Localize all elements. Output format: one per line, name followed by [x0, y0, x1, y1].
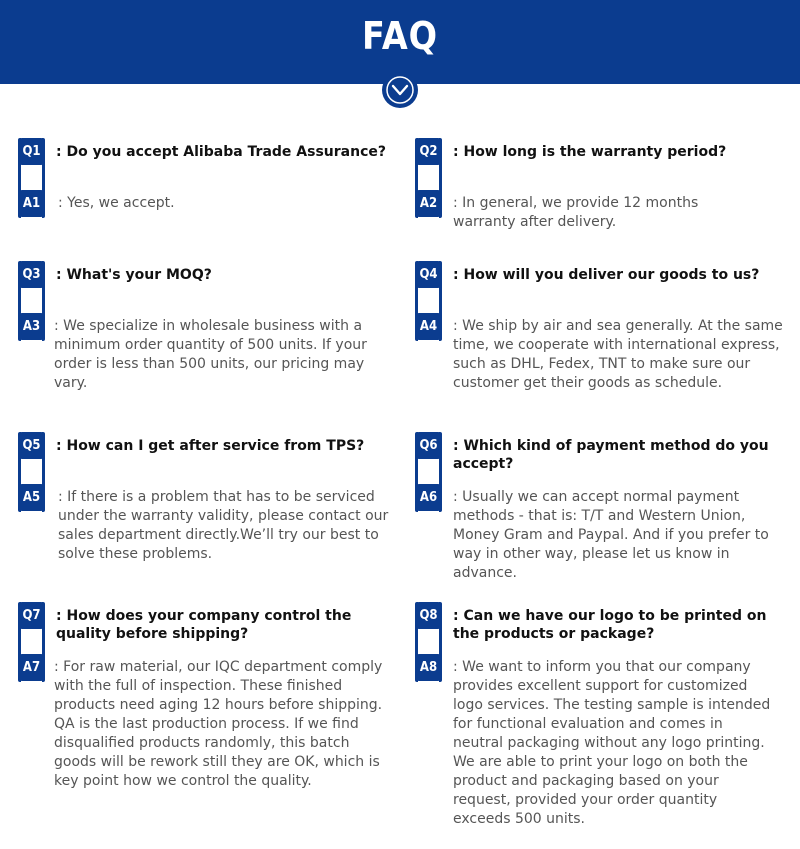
answer-badge: A6 — [415, 484, 442, 511]
question-text: : Do you accept Alibaba Trade Assurance? — [56, 144, 386, 160]
answer-badge: A2 — [415, 190, 442, 217]
answer-badge: A7 — [18, 654, 45, 681]
question-text: : How does your company control the quality before shipping? — [56, 608, 352, 642]
answer-text: : If there is a problem that has to be serviced under the warranty validity, please contact our sales department directly.We’ll try our best to solve these problems. — [58, 489, 389, 562]
question-text: : What's your MOQ? — [56, 267, 212, 283]
answer-badge: A4 — [415, 313, 442, 340]
page-title: FAQ — [362, 14, 438, 58]
answer-text: : Usually we can accept normal payment methods - that is: T/T and Western Union, Money Gram and Paypal. And if you prefer to way in other way, please let us know in advance. — [453, 489, 769, 581]
answer-text: : In general, we provide 12 months warranty after delivery. — [453, 195, 699, 230]
answer-text: : We specialize in wholesale business with a minimum order quantity of 500 units. If your order is less than 500 units, our pricing may vary. — [54, 318, 367, 391]
question-text: : Can we have our logo to be printed on the products or package? — [453, 608, 767, 642]
question-text: : How long is the warranty period? — [453, 144, 727, 160]
question-badge: Q1 — [18, 138, 45, 165]
question-badge: Q3 — [18, 261, 45, 288]
answer-badge: A1 — [18, 190, 45, 217]
question-badge: Q6 — [415, 432, 442, 459]
answer-badge: A3 — [18, 313, 45, 340]
answer-badge: A5 — [18, 484, 45, 511]
question-badge: Q5 — [18, 432, 45, 459]
question-badge: Q2 — [415, 138, 442, 165]
answer-text: : For raw material, our IQC department comply with the full of inspection. These finished products need aging 12 hours before shipping. QA is the last production process. If we find disqualified products randomly, this batch goods will be rework still they are OK, which is key point how we control the quality. — [54, 659, 383, 789]
chevron-down-icon — [382, 72, 418, 108]
question-badge: Q4 — [415, 261, 442, 288]
question-text: : How can I get after service from TPS? — [56, 438, 365, 454]
answer-badge: A8 — [415, 654, 442, 681]
answer-text: : We want to inform you that our company provides excellent support for customized logo services. The testing sample is intended for functional evaluation and comes in neutral packaging without any logo printing. We are able to print your logo on both the product and packaging based on your request, provided your order quantity exceeds 500 units. — [453, 659, 771, 827]
answer-text: : Yes, we accept. — [58, 195, 175, 211]
answer-text: : We ship by air and sea generally. At the same time, we cooperate with international express, such as DHL, Fedex, TNT to make sure our customer get their goods as schedule. — [453, 318, 783, 391]
question-text: : How will you deliver our goods to us? — [453, 267, 760, 283]
question-badge: Q8 — [415, 602, 442, 629]
question-text: : Which kind of payment method do you accept? — [453, 438, 769, 472]
question-badge: Q7 — [18, 602, 45, 629]
